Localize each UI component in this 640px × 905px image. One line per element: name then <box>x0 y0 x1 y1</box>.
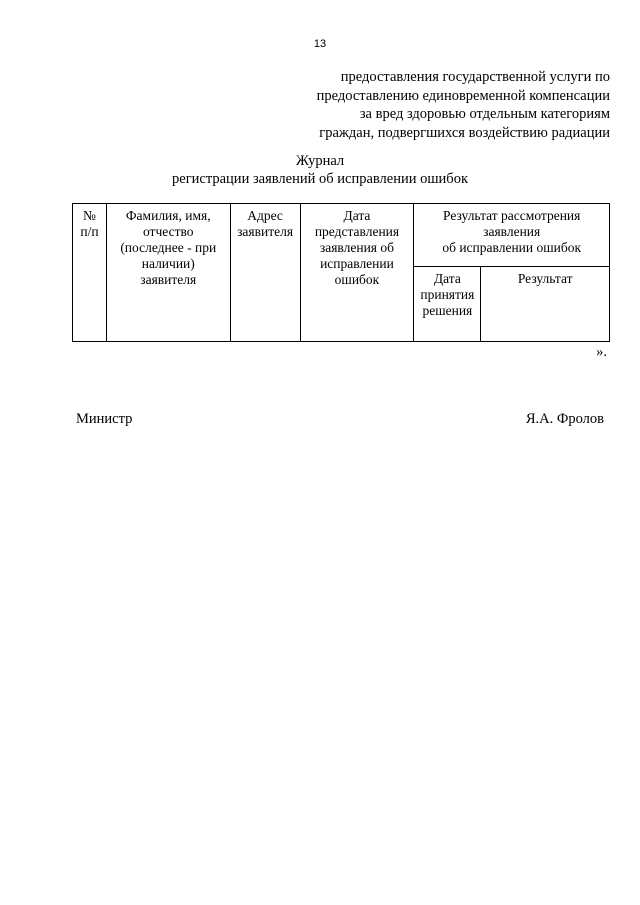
journal-table <box>72 203 610 342</box>
signatory-name: Я.А. Фролов <box>525 411 604 427</box>
journal-title-main: Журнал <box>295 153 345 169</box>
header-line: предоставлению единовременной компенсации <box>316 87 610 104</box>
header-approval-text <box>317 68 610 142</box>
col-submission-date-header: Дата представления заявления об исправлении ошибок <box>300 204 414 342</box>
col-review-result-group-header: Результат рассмотрения заявления об исправлении ошибок <box>414 204 610 267</box>
closing-quote: ». <box>596 344 607 360</box>
col-number-header: № п/п <box>73 204 107 342</box>
col-result-header: Результат <box>481 267 610 342</box>
journal-title-sub: регистрации заявлений об исправлении ошибок <box>172 171 468 187</box>
header-line: за вред здоровью отдельным категориям <box>359 106 610 122</box>
page-number: 13 <box>313 38 327 50</box>
col-applicant-name-header: Фамилия, имя, отчество (последнее - при наличии) заявителя <box>106 204 230 342</box>
header-line: предоставления государственной услуги по <box>340 69 610 85</box>
header-line: граждан, подвергшихся воздействию радиации <box>319 124 610 141</box>
col-applicant-address-header: Адрес заявителя <box>230 204 300 342</box>
col-decision-date-header: Дата принятия решения <box>414 267 481 342</box>
journal-title <box>0 152 640 188</box>
signatory-position: Министр <box>76 411 133 427</box>
signature-block <box>76 411 604 428</box>
